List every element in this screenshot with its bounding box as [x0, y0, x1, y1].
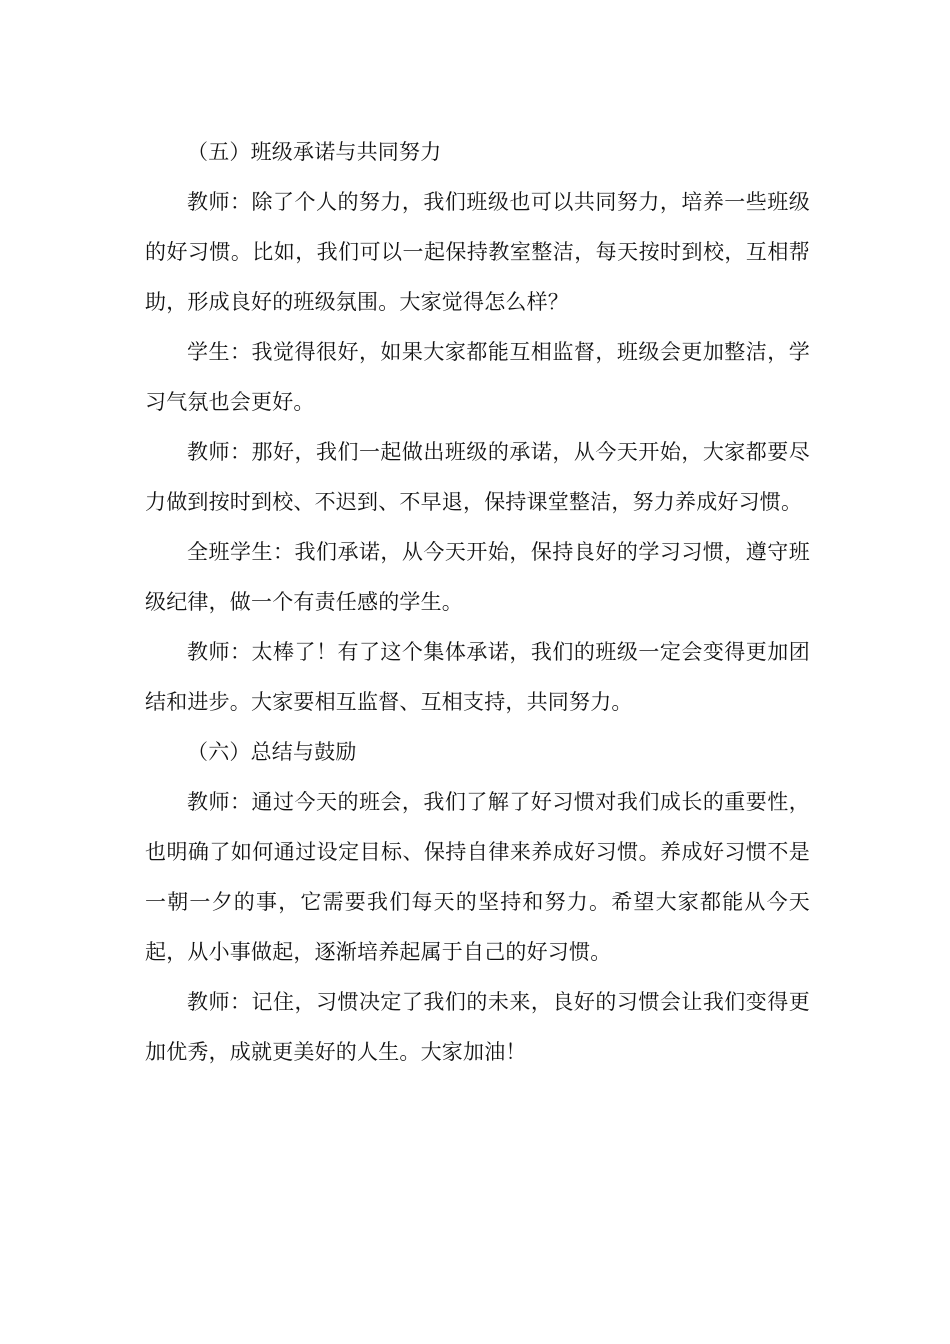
dialogue-paragraph: 教师：通过今天的班会，我们了解了好习惯对我们成长的重要性，也明确了如何通过设定目标、保持自律来养成好习惯。养成好习惯不是一朝一夕的事，它需要我们每天的坚持和努力。希望大家都能从今天起，从小事做起，逐渐培养起属于自己的好习惯。: [145, 790, 810, 964]
section-heading-5: （五）班级承诺与共同努力: [187, 140, 442, 164]
dialogue-paragraph: 教师：除了个人的努力，我们班级也可以共同努力，培养一些班级的好习惯。比如，我们可以一起保持教室整洁，每天按时到校，互相帮助，形成良好的班级氛围。大家觉得怎么样？: [145, 190, 810, 314]
dialogue-paragraph: 全班学生：我们承诺，从今天开始，保持良好的学习习惯，遵守班级纪律，做一个有责任感的学生。: [145, 540, 810, 614]
dialogue-paragraph: 学生：我觉得很好，如果大家都能互相监督，班级会更加整洁，学习气氛也会更好。: [145, 340, 810, 414]
dialogue-paragraph: 教师：那好，我们一起做出班级的承诺，从今天开始，大家都要尽力做到按时到校、不迟到、不早退，保持课堂整洁，努力养成好习惯。: [145, 440, 810, 514]
dialogue-paragraph: 教师：太棒了！有了这个集体承诺，我们的班级一定会变得更加团结和进步。大家要相互监督、互相支持，共同努力。: [145, 640, 810, 714]
dialogue-paragraph: 教师：记住，习惯决定了我们的未来，良好的习惯会让我们变得更加优秀，成就更美好的人生。大家加油！: [145, 990, 810, 1064]
section-heading-6: （六）总结与鼓励: [187, 740, 357, 764]
document-body: [145, 127, 810, 1077]
